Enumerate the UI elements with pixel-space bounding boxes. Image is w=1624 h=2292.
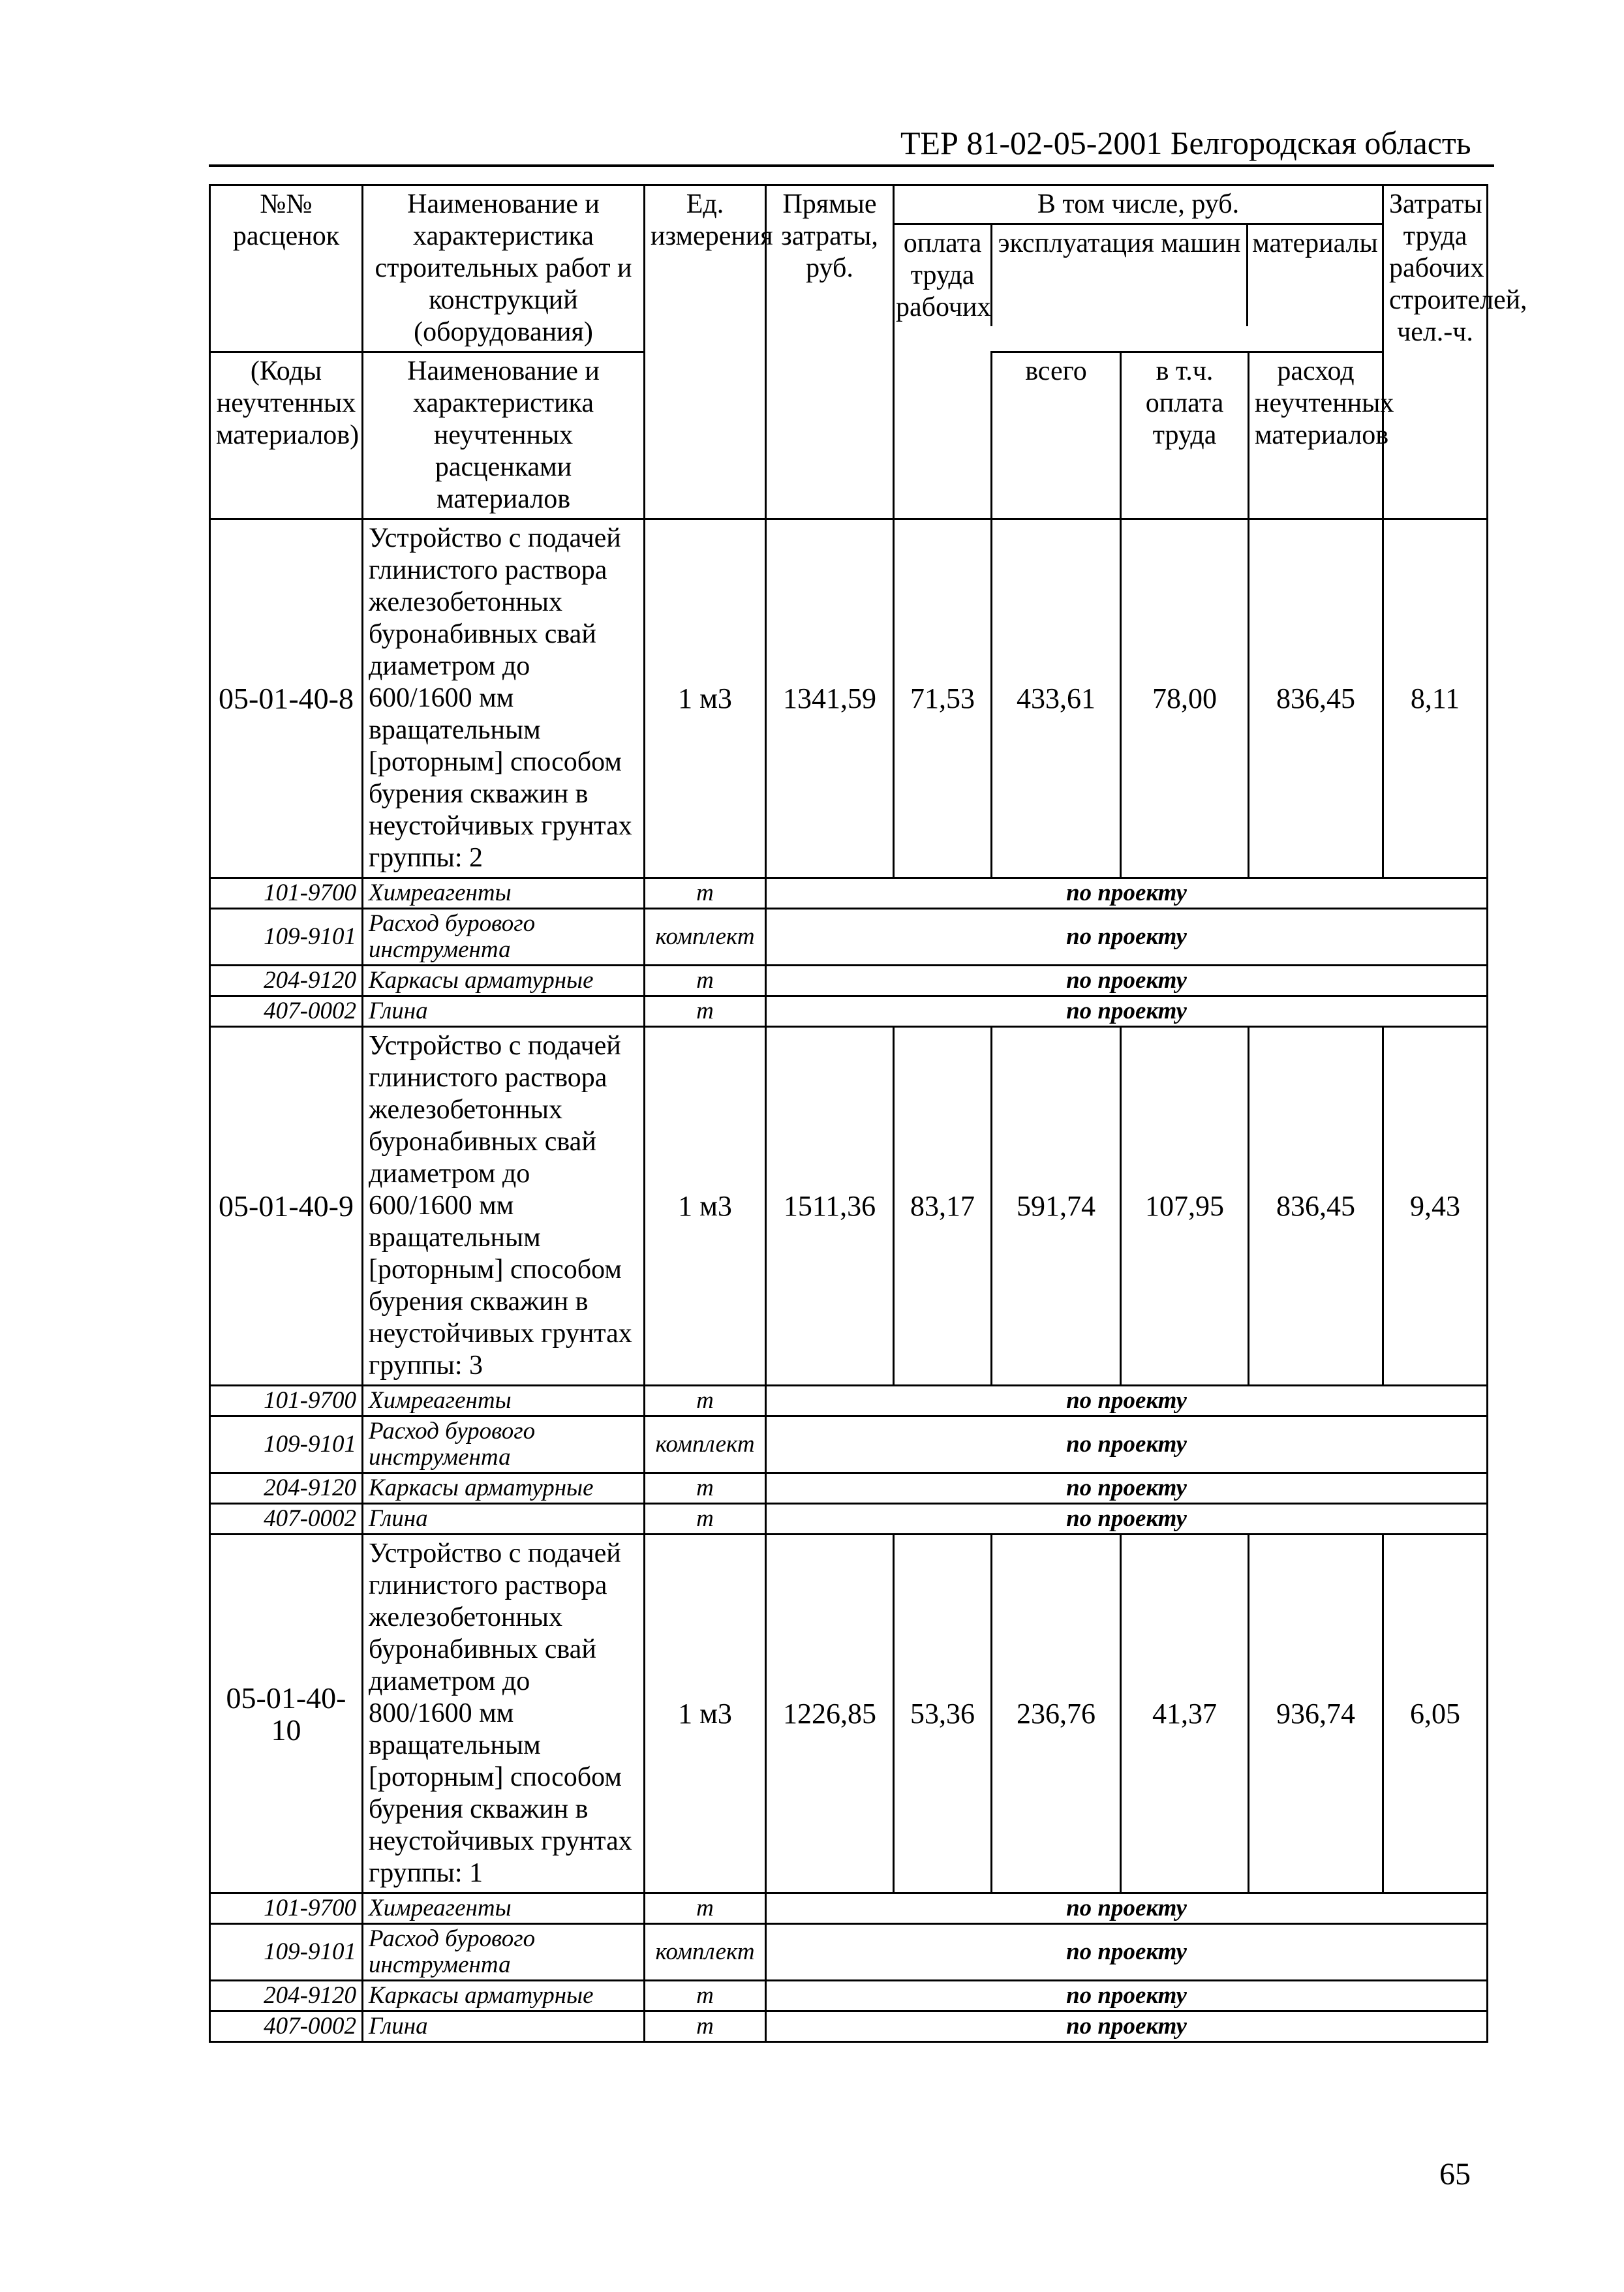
col-header-num-sub: (Коды неучтенных материалов) bbox=[210, 352, 363, 519]
col-header-labor: Затраты труда рабочих строителей, чел.-ч. bbox=[1383, 185, 1488, 519]
material-name: Каркасы арматурные bbox=[363, 1981, 645, 2011]
table-header bbox=[210, 185, 1527, 519]
rate-name: Устройство с подачей глинистого раствора железобетонных буронабивных свай диаметром до 600/1600 мм вращательным [роторным] способом бурения скважин в неустойчивых грунтах группы: 2 bbox=[363, 519, 645, 878]
price-table bbox=[209, 184, 1527, 2043]
material-code: 109-9101 bbox=[210, 1924, 363, 1981]
col-header-num: №№ расценок bbox=[210, 185, 363, 352]
rate-labor: 6,05 bbox=[1383, 1535, 1488, 1893]
material-unit: т bbox=[645, 996, 766, 1027]
material-value: по проекту bbox=[766, 966, 1488, 996]
material-name: Глина bbox=[363, 996, 645, 1027]
rate-unit: 1 м3 bbox=[645, 1027, 766, 1386]
material-row bbox=[210, 909, 1488, 966]
material-value: по проекту bbox=[766, 1504, 1488, 1535]
material-row bbox=[210, 1386, 1488, 1416]
rate-unit: 1 м3 bbox=[645, 1535, 766, 1893]
rate-code: 05-01-40-8 bbox=[210, 519, 363, 878]
material-value: по проекту bbox=[766, 878, 1488, 909]
col-header-materials: материалы bbox=[1252, 228, 1378, 258]
material-code: 101-9700 bbox=[210, 1893, 363, 1924]
rate-name: Устройство с подачей глинистого раствора железобетонных буронабивных свай диаметром до 800/1600 мм вращательным [роторным] способом бурения скважин в неустойчивых грунтах группы: 1 bbox=[363, 1535, 645, 1893]
material-row bbox=[210, 878, 1488, 909]
material-row bbox=[210, 1981, 1488, 2011]
material-unit: комплект bbox=[645, 1416, 766, 1473]
material-name: Расход бурового инструмента bbox=[363, 1924, 645, 1981]
material-name: Каркасы арматурные bbox=[363, 1473, 645, 1504]
header-rule bbox=[209, 164, 1494, 167]
material-unit: т bbox=[645, 1473, 766, 1504]
rate-unit: 1 м3 bbox=[645, 519, 766, 878]
col-header-incl-pay: в т.ч. оплата труда bbox=[1121, 352, 1249, 519]
material-code: 204-9120 bbox=[210, 1473, 363, 1504]
rate-pay: 71,53 bbox=[894, 519, 992, 878]
material-unit: т bbox=[645, 2011, 766, 2042]
material-unit: т bbox=[645, 1893, 766, 1924]
rate-incl-pay: 107,95 bbox=[1121, 1027, 1249, 1386]
material-row bbox=[210, 996, 1488, 1027]
material-code: 109-9101 bbox=[210, 1416, 363, 1473]
material-row bbox=[210, 1504, 1488, 1535]
col-header-total: всего bbox=[992, 352, 1121, 519]
rate-incl-pay: 41,37 bbox=[1121, 1535, 1249, 1893]
rate-incl-pay: 78,00 bbox=[1121, 519, 1249, 878]
rate-machines: 591,74 bbox=[992, 1027, 1121, 1386]
material-name: Расход бурового инструмента bbox=[363, 909, 645, 966]
rate-labor: 8,11 bbox=[1383, 519, 1488, 878]
rate-row bbox=[210, 1027, 1488, 1386]
col-header-name-sub: Наименование и характеристика неучтенных расценками материалов bbox=[363, 352, 645, 519]
rate-block bbox=[210, 1535, 1488, 2042]
col-header-pay-cont bbox=[894, 352, 992, 519]
material-row bbox=[210, 2011, 1488, 2042]
material-row bbox=[210, 1924, 1488, 1981]
rate-direct: 1341,59 bbox=[766, 519, 894, 878]
material-code: 101-9700 bbox=[210, 878, 363, 909]
material-unit: т bbox=[645, 878, 766, 909]
material-name: Химреагенты bbox=[363, 878, 645, 909]
material-row bbox=[210, 966, 1488, 996]
material-value: по проекту bbox=[766, 1924, 1488, 1981]
rate-pay: 53,36 bbox=[894, 1535, 992, 1893]
material-name: Расход бурового инструмента bbox=[363, 1416, 645, 1473]
rate-direct: 1511,36 bbox=[766, 1027, 894, 1386]
material-code: 407-0002 bbox=[210, 2011, 363, 2042]
col-header-direct: Прямые затраты, руб. bbox=[766, 185, 894, 519]
material-code: 407-0002 bbox=[210, 1504, 363, 1535]
rate-labor: 9,43 bbox=[1383, 1027, 1488, 1386]
rate-machines: 433,61 bbox=[992, 519, 1121, 878]
rate-name: Устройство с подачей глинистого раствора железобетонных буронабивных свай диаметром до 600/1600 мм вращательным [роторным] способом бурения скважин в неустойчивых грунтах группы: 3 bbox=[363, 1027, 645, 1386]
col-header-machines: эксплуатация машин bbox=[992, 225, 1248, 326]
rate-code: 05-01-40-9 bbox=[210, 1027, 363, 1386]
material-code: 407-0002 bbox=[210, 996, 363, 1027]
material-code: 101-9700 bbox=[210, 1386, 363, 1416]
rate-pay: 83,17 bbox=[894, 1027, 992, 1386]
rate-machines: 236,76 bbox=[992, 1535, 1121, 1893]
material-row bbox=[210, 1416, 1488, 1473]
col-header-incl: В том числе, руб. bbox=[895, 186, 1382, 225]
material-value: по проекту bbox=[766, 1893, 1488, 1924]
document-header: ТЕР 81-02-05-2001 Белгородская область bbox=[900, 125, 1471, 161]
material-unit: т bbox=[645, 966, 766, 996]
rate-code: 05-01-40-10 bbox=[210, 1535, 363, 1893]
rate-block bbox=[210, 519, 1488, 1027]
material-value: по проекту bbox=[766, 1473, 1488, 1504]
material-row bbox=[210, 1473, 1488, 1504]
col-header-incl-group bbox=[894, 185, 1383, 352]
material-name: Каркасы арматурные bbox=[363, 966, 645, 996]
material-unit: т bbox=[645, 1504, 766, 1535]
material-unit: т bbox=[645, 1386, 766, 1416]
material-code: 204-9120 bbox=[210, 1981, 363, 2011]
col-header-name: Наименование и характеристика строительных работ и конструкций (оборудования) bbox=[363, 185, 645, 352]
rate-materials: 836,45 bbox=[1249, 1027, 1383, 1386]
rate-materials: 936,74 bbox=[1249, 1535, 1383, 1893]
col-header-pay: оплата труда рабочих bbox=[895, 225, 992, 326]
rate-direct: 1226,85 bbox=[766, 1535, 894, 1893]
material-name: Химреагенты bbox=[363, 1893, 645, 1924]
material-row bbox=[210, 1893, 1488, 1924]
material-name: Глина bbox=[363, 2011, 645, 2042]
material-value: по проекту bbox=[766, 1981, 1488, 2011]
rate-materials: 836,45 bbox=[1249, 519, 1383, 878]
material-code: 204-9120 bbox=[210, 966, 363, 996]
material-code: 109-9101 bbox=[210, 909, 363, 966]
material-value: по проекту bbox=[766, 909, 1488, 966]
material-name: Химреагенты bbox=[363, 1386, 645, 1416]
material-value: по проекту bbox=[766, 996, 1488, 1027]
material-unit: комплект bbox=[645, 1924, 766, 1981]
material-unit: т bbox=[645, 1981, 766, 2011]
col-header-mat-cons: расход неучтенных материалов bbox=[1249, 352, 1383, 519]
page-number: 65 bbox=[1439, 2157, 1471, 2192]
rate-block bbox=[210, 1027, 1488, 1535]
rate-row bbox=[210, 519, 1488, 878]
rate-row bbox=[210, 1535, 1488, 1893]
col-header-incl-row bbox=[895, 225, 1382, 326]
material-value: по проекту bbox=[766, 1386, 1488, 1416]
material-value: по проекту bbox=[766, 2011, 1488, 2042]
material-name: Глина bbox=[363, 1504, 645, 1535]
material-value: по проекту bbox=[766, 1416, 1488, 1473]
material-unit: комплект bbox=[645, 909, 766, 966]
col-header-unit: Ед. измерения bbox=[645, 185, 766, 519]
